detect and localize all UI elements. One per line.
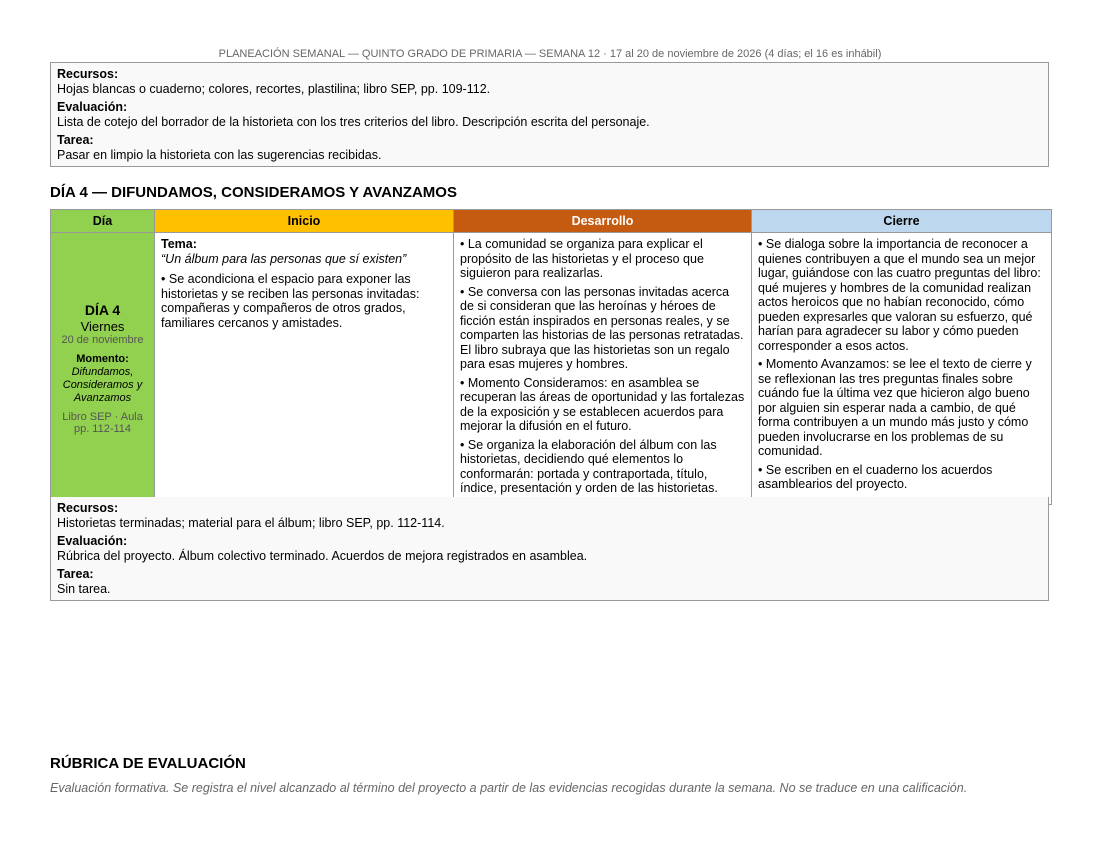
resources-label: Recursos: xyxy=(57,501,119,515)
day4-plan-table xyxy=(50,209,1052,505)
column-header-dia: Día xyxy=(51,210,155,233)
evaluation-text: Lista de cotejo del borrador de la historieta con los tres criterios del libro. Descripción escrita del personaje. xyxy=(57,114,650,129)
day-name: Viernes xyxy=(80,318,125,334)
day4-summary xyxy=(50,497,1049,601)
topic-value: “Un álbum para las personas que sí existen” xyxy=(161,251,407,266)
moment-value: Difundamos, Consideramos y Avanzamos xyxy=(62,365,143,404)
homework-label: Tarea: xyxy=(57,133,94,147)
evaluation-text: Rúbrica del proyecto. Álbum colectivo terminado. Acuerdos de mejora registrados en asamblea. xyxy=(57,548,588,563)
resources-text: Hojas blancas o cuaderno; colores, recortes, plastilina; libro SEP, pp. 109-112. xyxy=(57,81,491,96)
page-header: PLANEACIÓN SEMANAL — QUINTO GRADO DE PRIMARIA — SEMANA 12 · 17 al 20 de noviembre de 2026 (4 días; el 16 es inhábil) xyxy=(218,48,882,60)
table-header-row xyxy=(51,210,1052,233)
rubric-title: RÚBRICA DE EVALUACIÓN xyxy=(50,755,246,772)
homework-text: Pasar en limpio la historieta con las sugerencias recibidas. xyxy=(57,147,382,162)
evaluation-label: Evaluación: xyxy=(57,100,128,114)
evaluation-group xyxy=(57,534,1042,563)
day-number: DÍA 4 xyxy=(84,301,121,318)
resources-label: Recursos: xyxy=(57,67,119,81)
column-header-inicio: Inicio xyxy=(155,210,454,233)
previous-day-summary xyxy=(50,62,1049,167)
rubric-description: Evaluación formativa. Se registra el nivel alcanzado al término del proyecto a partir de las evidencias recogidas durante la semana. No se traduce en una calificación. xyxy=(50,781,968,795)
resources-text: Historietas terminadas; material para el álbum; libro SEP, pp. 112-114. xyxy=(57,515,445,530)
evaluation-group xyxy=(57,100,1042,129)
cierre-cell xyxy=(752,233,1052,505)
list-item: • Se organiza la elaboración del álbum con las historietas, decidiendo qué elementos lo conformarán: portada y contraportada, título, índice, presentación y orden de las historietas. xyxy=(460,438,745,496)
inicio-cell xyxy=(155,233,454,505)
topic-label: Tema: xyxy=(161,237,197,251)
resources-group xyxy=(57,501,1042,530)
day-date: 20 de noviembre xyxy=(61,333,144,346)
day-cell xyxy=(51,233,155,505)
column-header-desarrollo: Desarrollo xyxy=(454,210,752,233)
list-item: • Se escriben en el cuaderno los acuerdos asamblearios del proyecto. xyxy=(758,463,1045,492)
evaluation-label: Evaluación: xyxy=(57,534,128,548)
column-header-cierre: Cierre xyxy=(752,210,1052,233)
day4-title: DÍA 4 — DIFUNDAMOS, CONSIDERAMOS Y AVANZAMOS xyxy=(50,184,457,201)
resources-group xyxy=(57,67,1042,96)
list-item: • Momento Consideramos: en asamblea se recuperan las áreas de oportunidad y las fortalezas de la exposición y se establecen acuerdos para mejorar la difusión en el futuro. xyxy=(460,376,745,434)
homework-group xyxy=(57,567,1042,596)
moment-label: Momento: xyxy=(76,352,129,365)
homework-group xyxy=(57,133,1042,162)
list-item: • Se acondiciona el espacio para exponer las historietas y se reciben las personas invitadas: compañeras y compañeros de otros grados, familiares cercanos y amistades. xyxy=(161,272,447,330)
book-reference: Libro SEP · Aula pp. 112-114 xyxy=(62,410,143,435)
desarrollo-cell xyxy=(454,233,752,505)
homework-label: Tarea: xyxy=(57,567,94,581)
list-item: • La comunidad se organiza para explicar el propósito de las historietas y el proceso que siguieron para realizarlas. xyxy=(460,237,745,281)
list-item: • Se dialoga sobre la importancia de reconocer a quienes contribuyen a que el mundo sea un mejor lugar, guiándose con las cuatro preguntas del libro: qué mujeres y hombres de la comunidad realizan actos heroicos que no habían reconocido, cómo pueden expresarles que valoran su esfuerzo, qué harían para agradecer su labor y cómo pueden corresponder a esos actos. xyxy=(758,237,1045,353)
list-item: • Momento Avanzamos: se lee el texto de cierre y se reflexionan las tres preguntas finales sobre cuándo fue la última vez que hicieron algo bueno por alguien sin esperar nada a cambio, de qué forma contribuyen a un mundo más justo y cómo pueden involucrarse en los problemas de su comunidad. xyxy=(758,357,1045,459)
homework-text: Sin tarea. xyxy=(57,581,111,596)
table-row xyxy=(51,233,1052,505)
list-item: • Se conversa con las personas invitadas acerca de si consideran que las heroínas y héroes de ficción están inspirados en personas reales, y se comparten las historias de las personas retratadas. El libro subraya que las historietas son un regalo para esas mujeres y hombres. xyxy=(460,285,745,372)
